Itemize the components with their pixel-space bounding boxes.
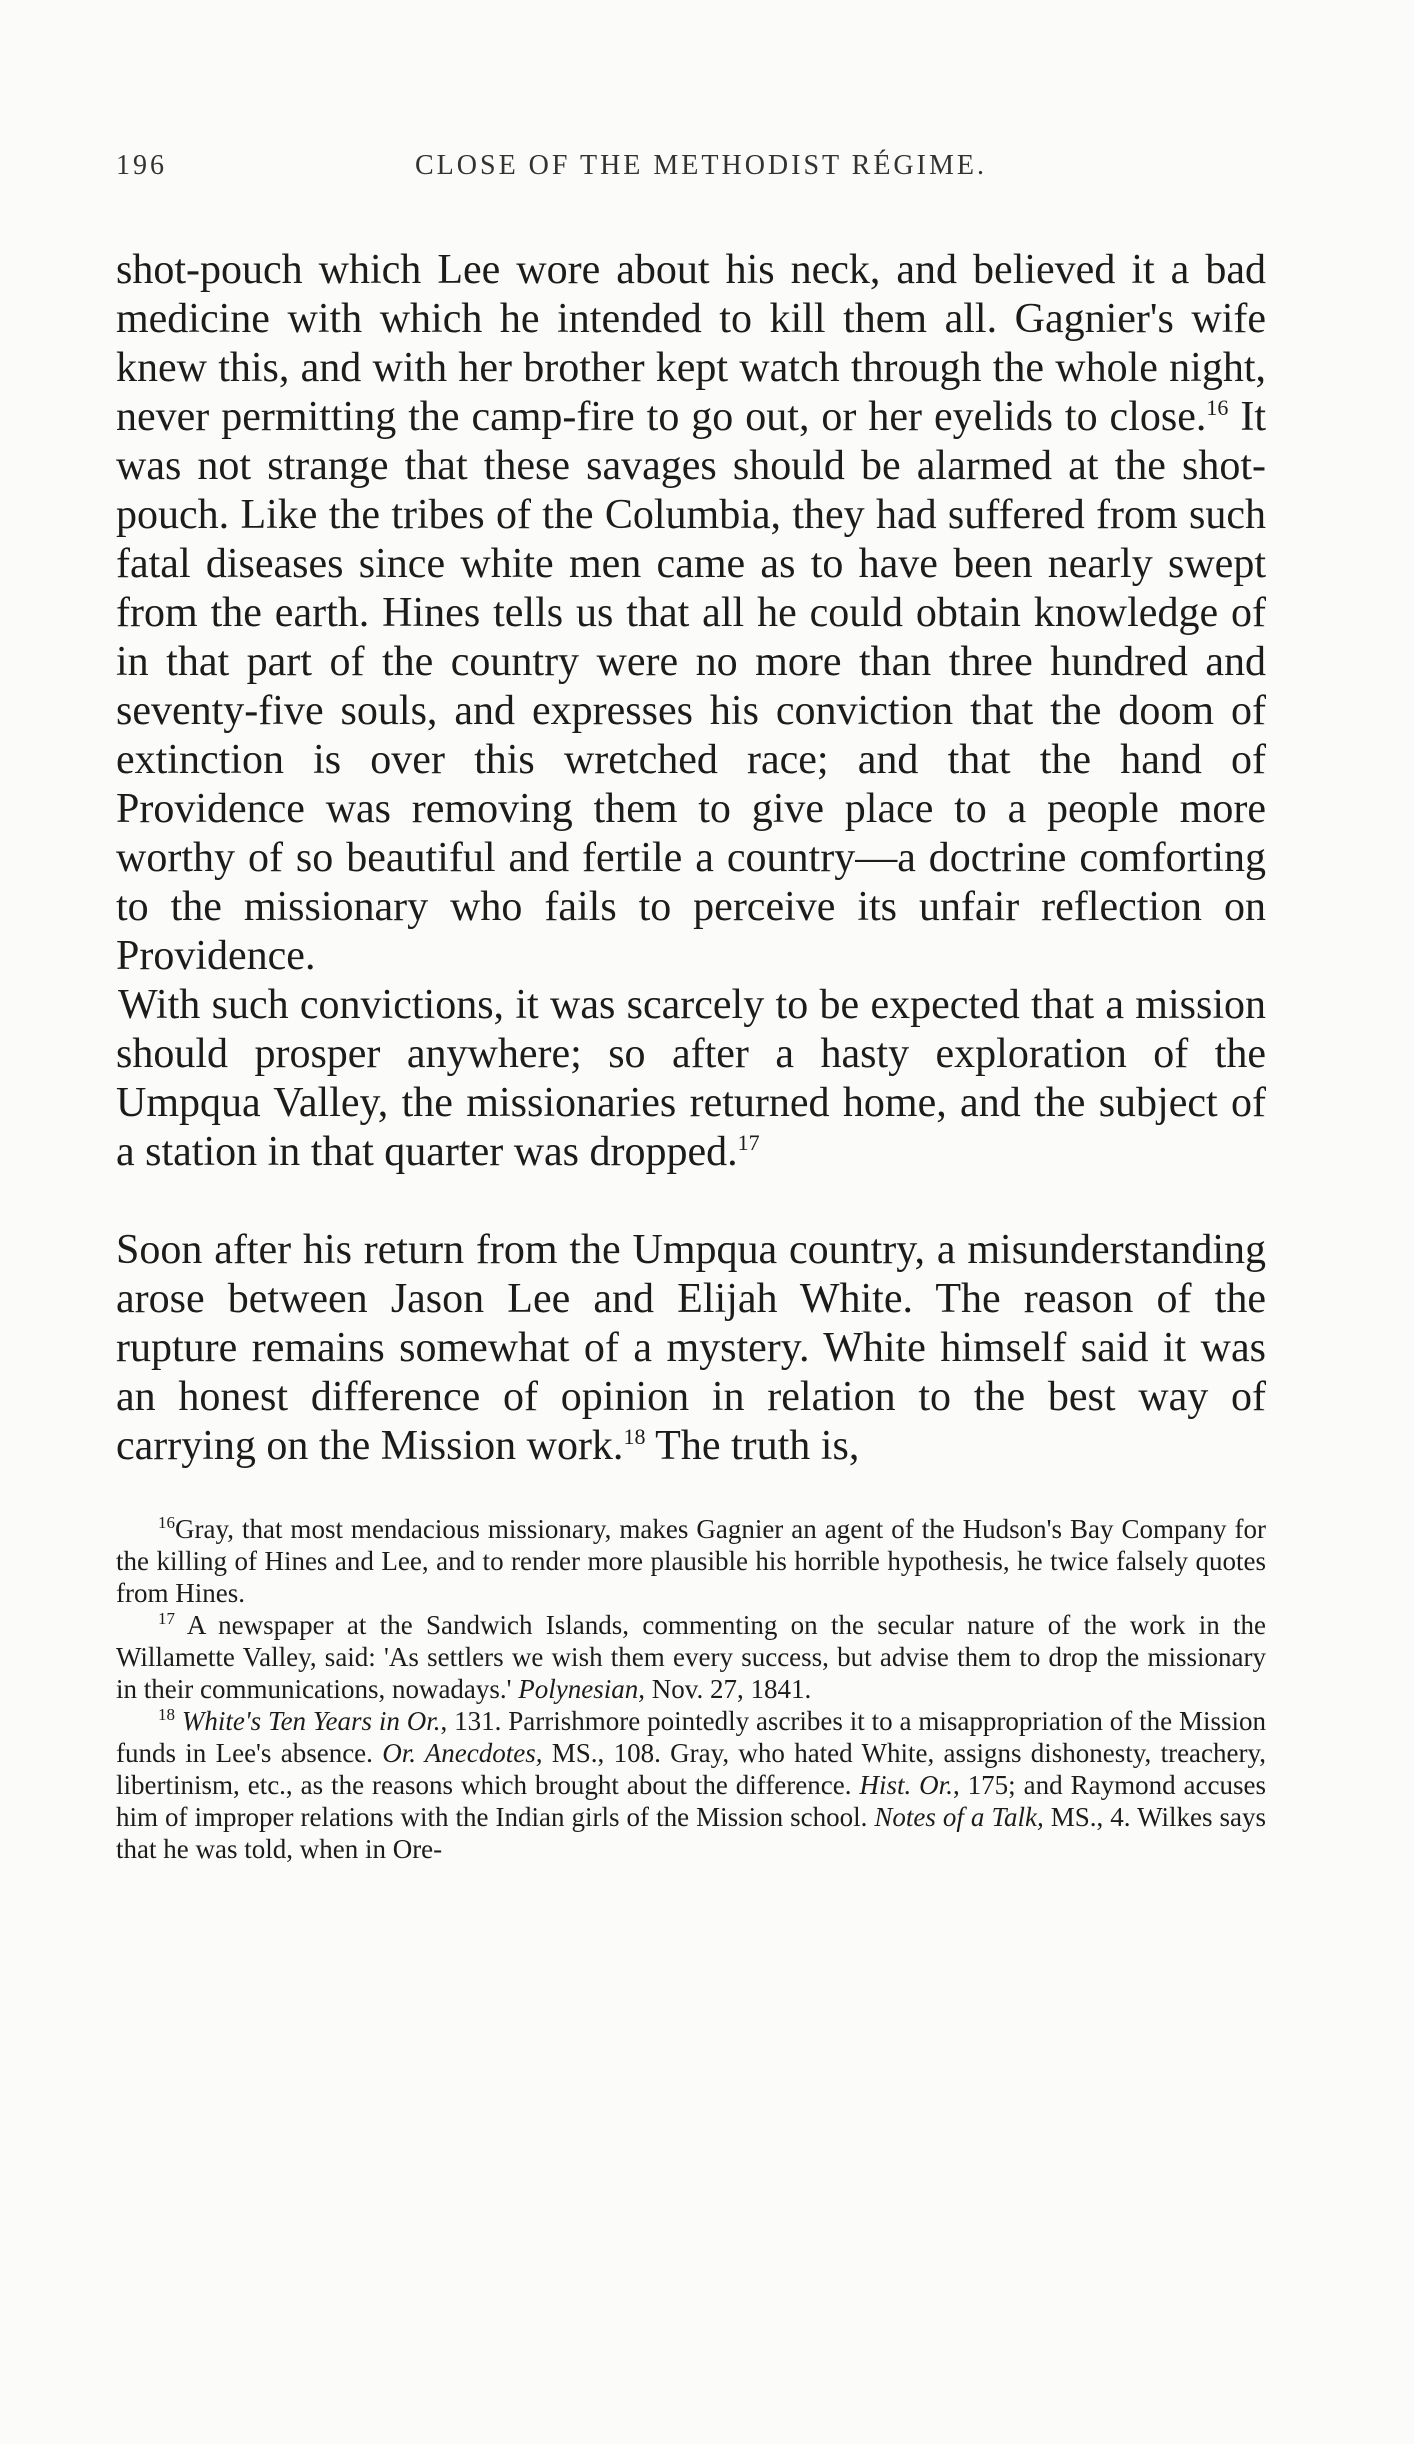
citation-title: Notes of a Talk, — [874, 1802, 1044, 1832]
running-title: CLOSE OF THE METHODIST RÉGIME. — [415, 150, 987, 181]
footnote-16: $^{16}$Gray, that most mendacious missionary, makes Gagnier an agent of the Hudson's Bay Company for the killing of Hines and Lee, and to render more plausible his horrible hypothesis, he twice falsely quotes from Hines. — [116, 1513, 1266, 1608]
footnote-18: $^{18}$ White's Ten Years in Or., 131. Parrishmore pointedly ascribes it to a misappropriation of the Mission funds in Lee's absence. Or. Anecdotes, MS., 108. Gray, who hated White, assigns dishonesty, treachery, libertinism, etc., as the reasons which brought about the difference. Hist. Or., 175; and Raymond accuses him of improper relations with the Indian girls of the Mission school. Notes of a Talk, MS., 4. Wilkes says that he was told, when in Ore- — [116, 1705, 1267, 1864]
paragraph-3: Soon after his return from the Umpqua country, a misunderstanding arose between Jason Lee and Elijah White. The reason of the rupture remains somewhat of a mystery. White himself said it was an honest difference of opinion in relation to the best way of carrying on the Mission work.$^{18}$ The truth is, — [116, 1227, 1266, 1469]
footnote-number: 16 — [158, 1513, 175, 1532]
footnote-17: $^{17}$ A newspaper at the Sandwich Islands, commenting on the secular nature of the work in the Willamette Valley, said: 'As settlers we wish them every success, but advise them to drop the missionary in their communications, nowadays.' Polynesian, Nov. 27, 1841. — [116, 1609, 1266, 1704]
citation-title: Hist. Or. — [859, 1770, 953, 1800]
footnote-number: 18 — [158, 1705, 175, 1724]
main-text — [116, 246, 1266, 1471]
citation-title: Or. Anecdotes, — [382, 1738, 543, 1768]
paragraph-1: shot-pouch which Lee wore about his neck, and believed it a bad medicine with which he intended to kill them all. Gagnier's wife knew this, and with her brother kept watch through the whole night, never permitting the camp-fire to go out, or her eyelids to close.$^{16}$ It was not strange that these savages should be alarmed at the shot-pouch. Like the tribes of the Columbia, they had suffered from such fatal diseases since white men came as to have been nearly swept from the earth. Hines tells us that all he could obtain knowledge of in that part of the country were no more than three hundred and seventy-five souls, and expresses his conviction that the doom of extinction is over this wretched race; and that the hand of Providence was removing them to give place to a people more worthy of so beautiful and fertile a country—a doctrine comforting to the missionary who fails to perceive its unfair reflection on Providence. — [116, 247, 1266, 979]
footnote-ref-17[interactable]: 17 — [737, 1130, 760, 1155]
footnote-ref-16[interactable]: 16 — [1206, 395, 1229, 420]
footnote-ref-18[interactable]: 18 — [623, 1424, 646, 1449]
footnote-number: 17 — [158, 1609, 175, 1628]
citation-title: White's Ten Years in Or. — [181, 1706, 441, 1736]
page-number: 196 — [116, 150, 167, 181]
running-head — [116, 150, 1266, 210]
citation-title: Polynesian, — [518, 1674, 646, 1704]
book-page — [116, 150, 1266, 1865]
paragraph-2: With such convictions, it was scarcely to be expected that a mission should prosper anywhere; so after a hasty exploration of the Umpqua Valley, the missionaries returned home, and the subject of a station in that quarter was dropped.$^{17}$ — [116, 982, 1266, 1175]
footnotes — [116, 1513, 1266, 1865]
